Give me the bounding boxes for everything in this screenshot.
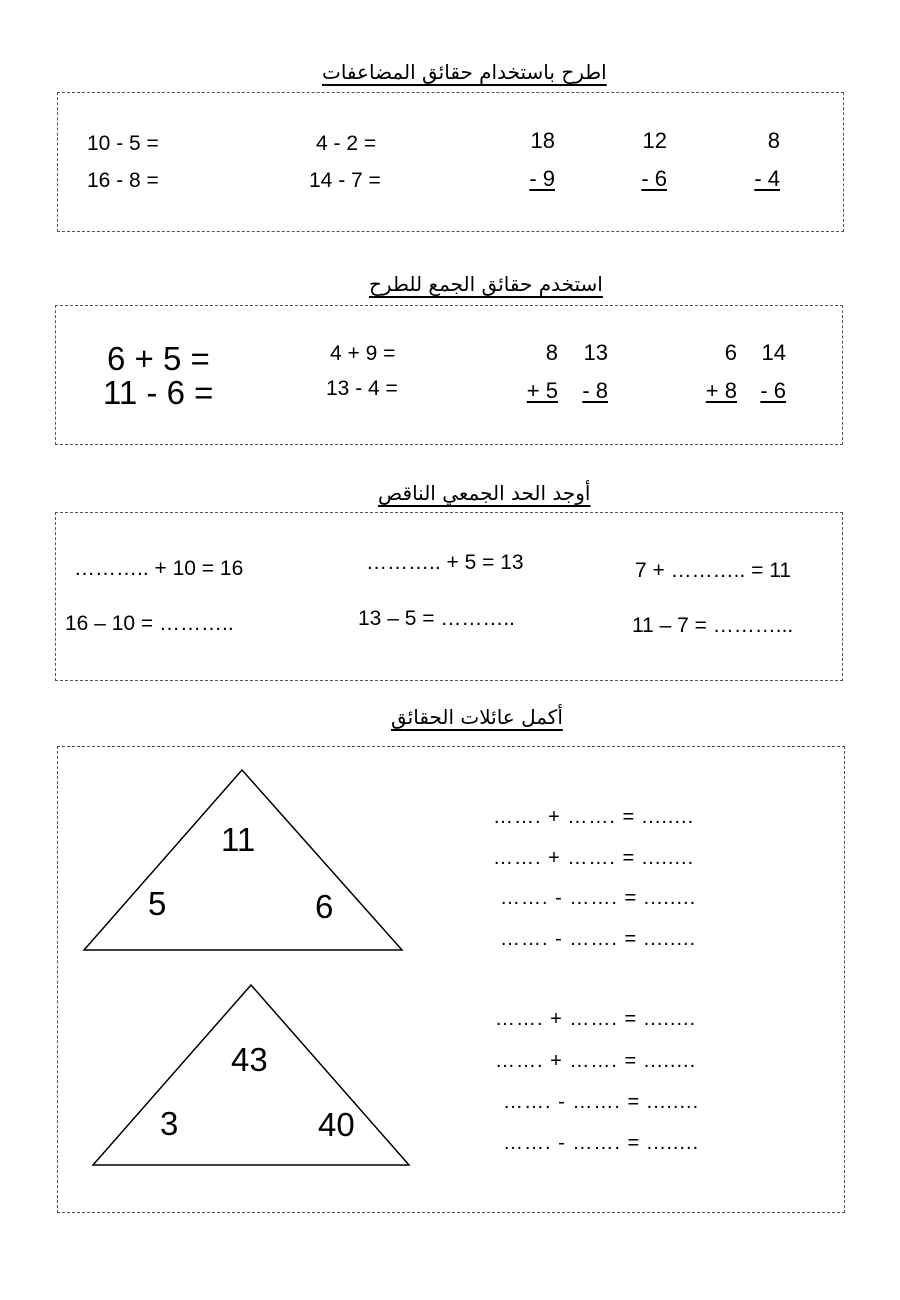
triangle-left-number: 3 bbox=[160, 1105, 179, 1142]
vertical-problem bbox=[692, 334, 737, 410]
vertical-bottom: - 9 bbox=[529, 166, 555, 191]
fact-family-line: ……. - ……. = ........ bbox=[500, 887, 697, 909]
vertical-bottom: + 8 bbox=[705, 378, 737, 403]
section2-title: استخدم حقائق الجمع للطرح bbox=[369, 272, 603, 296]
vertical-problem bbox=[744, 334, 786, 410]
equation: 13 - 4 = bbox=[326, 377, 398, 400]
vertical-problem bbox=[622, 122, 667, 198]
vertical-top: 6 bbox=[724, 340, 737, 365]
triangle-left-number: 5 bbox=[148, 885, 167, 922]
vertical-bottom: - 4 bbox=[754, 166, 780, 191]
equation: 4 + 9 = bbox=[330, 342, 396, 365]
vertical-bottom: - 6 bbox=[760, 378, 786, 403]
vertical-top: 13 bbox=[583, 340, 608, 365]
triangle-top-number: 43 bbox=[231, 1041, 268, 1078]
vertical-problem bbox=[735, 122, 780, 198]
equation: 10 - 5 = bbox=[87, 132, 159, 155]
missing-addend-equation: ……….. + 5 = 13 bbox=[366, 551, 524, 574]
vertical-top: 14 bbox=[761, 340, 786, 365]
section1-box bbox=[57, 92, 844, 232]
section4-title: أكمل عائلات الحقائق bbox=[391, 705, 563, 729]
vertical-bottom: - 6 bbox=[641, 166, 667, 191]
vertical-top: 18 bbox=[530, 128, 555, 153]
fact-family-line: ……. + ……. = ........ bbox=[495, 1008, 697, 1030]
fact-family-line: ……. - ……. = ........ bbox=[503, 1132, 700, 1154]
missing-addend-equation: 11 – 7 = ………... bbox=[632, 614, 794, 637]
missing-addend-equation: 16 – 10 = ……….. bbox=[65, 612, 234, 635]
missing-addend-equation: 13 – 5 = ……….. bbox=[358, 607, 515, 630]
equation: 4 - 2 = bbox=[316, 132, 377, 155]
triangle-right-number: 6 bbox=[315, 888, 334, 925]
vertical-top: 12 bbox=[642, 128, 667, 153]
section3-title: أوجد الحد الجمعي الناقص bbox=[378, 481, 591, 505]
equation: 6 + 5 = bbox=[107, 340, 210, 377]
equation: 16 - 8 = bbox=[87, 169, 159, 192]
vertical-problem bbox=[566, 334, 608, 410]
vertical-bottom: + 5 bbox=[526, 378, 558, 403]
fact-family-line: ……. + ……. = ........ bbox=[493, 806, 695, 828]
section1-title: اطرح باستخدام حقائق المضاعفات bbox=[322, 60, 607, 84]
fact-family-line: ……. - ……. = ........ bbox=[503, 1091, 700, 1113]
triangle-top-number: 11 bbox=[221, 821, 256, 858]
fact-family-line: ……. + ……. = ........ bbox=[495, 1050, 697, 1072]
missing-addend-equation: ……….. + 10 = 16 bbox=[74, 557, 244, 580]
vertical-problem bbox=[510, 122, 555, 198]
triangle-right-number: 40 bbox=[318, 1106, 355, 1143]
equation: 11 - 6 = bbox=[103, 374, 214, 411]
fact-family-line: ……. - ……. = ........ bbox=[500, 928, 697, 950]
vertical-top: 8 bbox=[767, 128, 780, 153]
vertical-top: 8 bbox=[545, 340, 558, 365]
equation: 14 - 7 = bbox=[309, 169, 381, 192]
vertical-bottom: - 8 bbox=[582, 378, 608, 403]
vertical-problem bbox=[513, 334, 558, 410]
missing-addend-equation: 7 + ……….. = 11 bbox=[635, 559, 792, 582]
fact-family-line: ……. + ……. = ........ bbox=[493, 847, 695, 869]
fact-triangle bbox=[82, 768, 404, 954]
section3-box bbox=[55, 512, 843, 681]
